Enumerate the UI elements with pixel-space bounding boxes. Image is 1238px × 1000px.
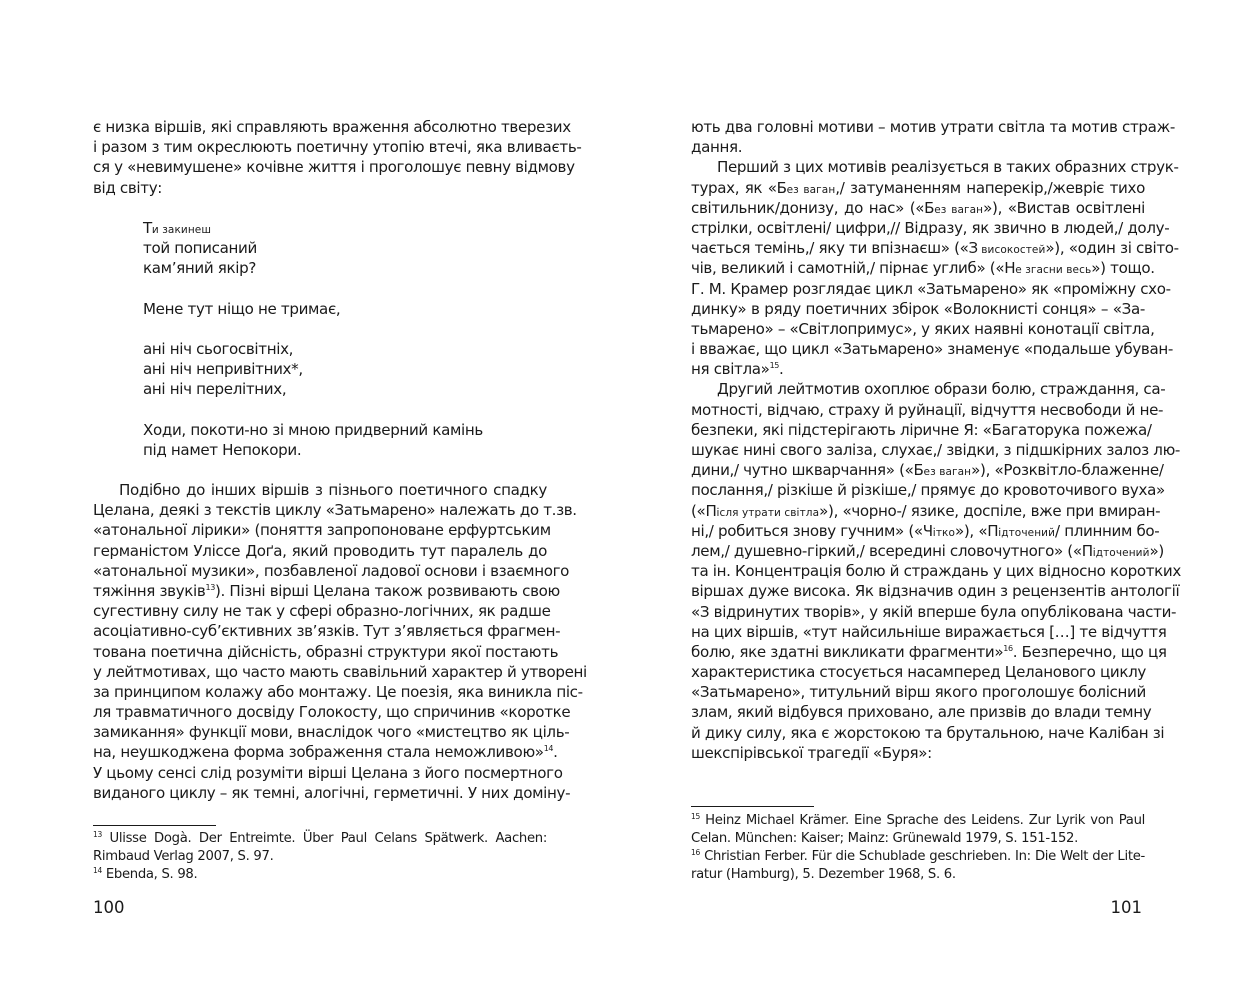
text-line: чається темінь,/ яку ти впізнаєш» («З високостей»), «один зі світо- <box>691 239 1179 258</box>
text-line: злам, який відбувся приховано, але призвів до влади темну <box>691 703 1152 722</box>
footnote-ref[interactable]: 16 <box>1003 643 1013 653</box>
poem-line: ані ніч перелітних, <box>143 380 287 399</box>
poem-line: Мене тут ніщо не тримає, <box>143 299 341 318</box>
paragraph <box>691 157 1179 379</box>
poem-line: той пописаний <box>143 238 257 257</box>
text-line: Перший з цих мотивів реалізується в таких образних струк- <box>717 158 1179 177</box>
text-line: асоціативно-суб’єктивних зв’язків. Тут з’являється фрагмен- <box>93 622 561 641</box>
text-line: виданого циклу – як темні, алогічні, герметичні. У них доміну- <box>93 783 571 802</box>
text-line: лем,/ душевно-гіркий,/ всередині словочутного» («Підточений») <box>691 541 1164 560</box>
text-line: сугестивну силу не так у сфері образно-логічних, як радше <box>93 602 551 621</box>
footnote-line: Rimbaud Verlag 2007, S. 97. <box>93 849 274 864</box>
footnote-14: $^{14}$ Ebenda, S. 98. <box>93 866 198 882</box>
text-line: ля травматичного досвіду Голокосту, що спричинив «коротке <box>93 703 571 722</box>
footnote-15: $^{15}$ Heinz Michael Krämer. Eine Sprache des Leidens. Zur Lyrik von Paul <box>691 812 1145 828</box>
footnote-13: $^{13}$ Ulisse Dogà. Der Entreimte. Über Paul Celans Spätwerk. Aachen: <box>93 830 547 846</box>
text-line: від світу: <box>93 178 163 197</box>
text-line: характеристика стосується насамперед Целанового циклу <box>691 663 1147 682</box>
poem-line: ані ніч сьогосвітніх, <box>143 339 294 358</box>
text-line: на, неушкоджена форма зображення стала неможливою»$^{14}$. <box>93 743 558 762</box>
poem-line: ані ніч непривітних*, <box>143 360 303 379</box>
text-line: ні,/ робиться знову гучним» («Чітко»), «Підточений/ плинним бо- <box>691 521 1160 540</box>
text-line: ня світла»$^{15}$. <box>691 360 784 379</box>
text-line: германістом Уліссе Доґа, який проводить тут паралель до <box>93 541 547 560</box>
text-line: й дику силу, яка є жорстокою та брутальною, наче Калібан зі <box>691 723 1165 742</box>
text-line: дини,/ чутно шкварчання» («Без ваган»), «Розквітло-блаженне/ <box>691 461 1164 480</box>
text-line: дання. <box>691 138 743 157</box>
footnote-line: Celan. München: Kaiser; Mainz: Grünewald 1979, S. 151-152. <box>691 831 1079 846</box>
text-line: («Після утрати світла»), «чорно-/ язике, доспіле, вже при вмиран- <box>691 501 1161 520</box>
footnote-16: $^{16}$ Christian Ferber. Für die Schublade geschrieben. In: Die Welt der Lite- <box>691 848 1145 864</box>
text-line: послання,/ різкіше й різкіше,/ прямує до кровоточивого вуха» <box>691 481 1165 500</box>
text-line: тьмарено» – «Світлопримус», у яких наявні конотації світла, <box>691 319 1155 338</box>
poem-line: кам’яний якір? <box>143 259 256 278</box>
footnote-divider <box>691 806 814 807</box>
right-body-text <box>691 117 1181 763</box>
footnote-divider <box>93 825 216 826</box>
footnotes <box>691 812 1145 884</box>
poem-line: під намет Непокори. <box>143 440 302 459</box>
text-line: і вважає, що цикл «Затьмарено» знаменує «подальше убуван- <box>691 340 1173 359</box>
text-line: та ін. Концентрація болю й страждань у цих відносно коротких <box>691 562 1181 581</box>
right-page <box>619 0 1238 1000</box>
left-body-text <box>93 117 587 803</box>
text-line: Другий лейтмотив охоплює образи болю, страждання, са- <box>717 380 1166 399</box>
text-line: тована поетична дійсність, образні структури якої постають <box>93 642 559 661</box>
text-line: турах, як «Без ваган,/ затуманенням наперекір,/жевріє тихо <box>691 178 1145 197</box>
text-line: чів, великий і самотній,/ пірнає углиб» («Не згасни весь») тощо. <box>691 259 1155 278</box>
text-line: на цих віршів, «тут найсильніше виражається […] те відчуття <box>691 622 1167 641</box>
text-line: «атональної лірики» (поняття запропоноване ерфуртським <box>93 521 551 540</box>
poem-line: Ти закинеш <box>143 218 212 237</box>
text-line: у лейтмотивах, що часто мають свавільний характер й утворені <box>93 662 587 681</box>
footnote-line: ratur (Hamburg), 5. Dezember 1968, S. 6. <box>691 867 956 882</box>
text-line: Целана, деякі з текстів циклу «Затьмарено» належать до т.зв. <box>93 501 577 520</box>
paragraph <box>93 480 587 803</box>
paragraph <box>93 117 582 198</box>
text-line: стрілки, освітлені/ цифри,// Відразу, як звично в людей,/ долу- <box>691 218 1170 237</box>
text-line: Г. М. Крамер розглядає цикл «Затьмарено» як «проміжну схо- <box>691 279 1171 298</box>
text-line: мотності, відчаю, страху й руйнації, відчуття несвободи й не- <box>691 400 1164 419</box>
text-line: ють два головні мотиви – мотив утрати світла та мотив страж- <box>691 118 1175 136</box>
paragraph <box>691 117 1175 157</box>
text-line: тяжіння звуків$^{13}$). Пізні вірші Целана також розвивають свою <box>93 581 560 600</box>
page-number: 101 <box>1110 898 1142 917</box>
text-line: є низка віршів, які справляють враження абсолютно тверезих <box>93 118 571 136</box>
text-line: віршах дуже висока. Як відзначив один з рецензентів антології <box>691 582 1180 601</box>
text-line: ся у «невимушене» кочівне життя і проголошує певну відмову <box>93 158 575 177</box>
text-line: безпеки, які підстерігають ліричне Я: «Багаторука пожежа/ <box>691 420 1152 439</box>
poem-quote <box>143 218 547 460</box>
text-line: шекспірівської трагедії «Буря»: <box>691 743 932 762</box>
paragraph <box>691 379 1181 763</box>
text-line: «атональної музики», позбавленої ладової основи і взаємного <box>93 561 570 580</box>
footnote-ref[interactable]: 14 <box>543 744 554 754</box>
text-line: У цьому сенсі слід розуміти вірші Целана з його посмертного <box>93 763 563 782</box>
poem-line: Ходи, покоти-но зі мною придверний камінь <box>143 420 483 439</box>
footnote-ref[interactable]: 13 <box>205 582 215 592</box>
text-line: за принципом колажу або монтажу. Це поезія, яка виникла піс- <box>93 682 583 701</box>
text-line: шукає нині свого заліза, слухає,/ звідки, з підшкірних залоз лю- <box>691 441 1181 459</box>
text-line: і разом з тим окреслюють поетичну утопію втечі, яка вливаєть- <box>93 138 582 157</box>
footnotes <box>93 830 547 884</box>
text-line: динку» в ряду поетичних збірок «Волокнисті сонця» – «За- <box>691 299 1145 318</box>
text-line: замикання» функції мови, внаслідок чого «мистецтво як ціль- <box>93 723 570 742</box>
page-number: 100 <box>93 898 125 917</box>
text-line: «Затьмарено», титульний вірш якого проголошує болісний <box>691 683 1146 702</box>
text-line: світильник/донизу, до нас» («Без ваган»), «Вистав освітлені <box>691 198 1145 217</box>
text-line: болю, яке здатні викликати фрагменти»$^{16}$. Безперечно, що ця <box>691 642 1167 661</box>
text-line: Подібно до інших віршів з пізнього поетичного спадку <box>119 481 547 499</box>
footnote-ref[interactable]: 15 <box>769 361 780 371</box>
text-line: «З відринутих творів», у якій вперше була опублікована части- <box>691 602 1177 621</box>
